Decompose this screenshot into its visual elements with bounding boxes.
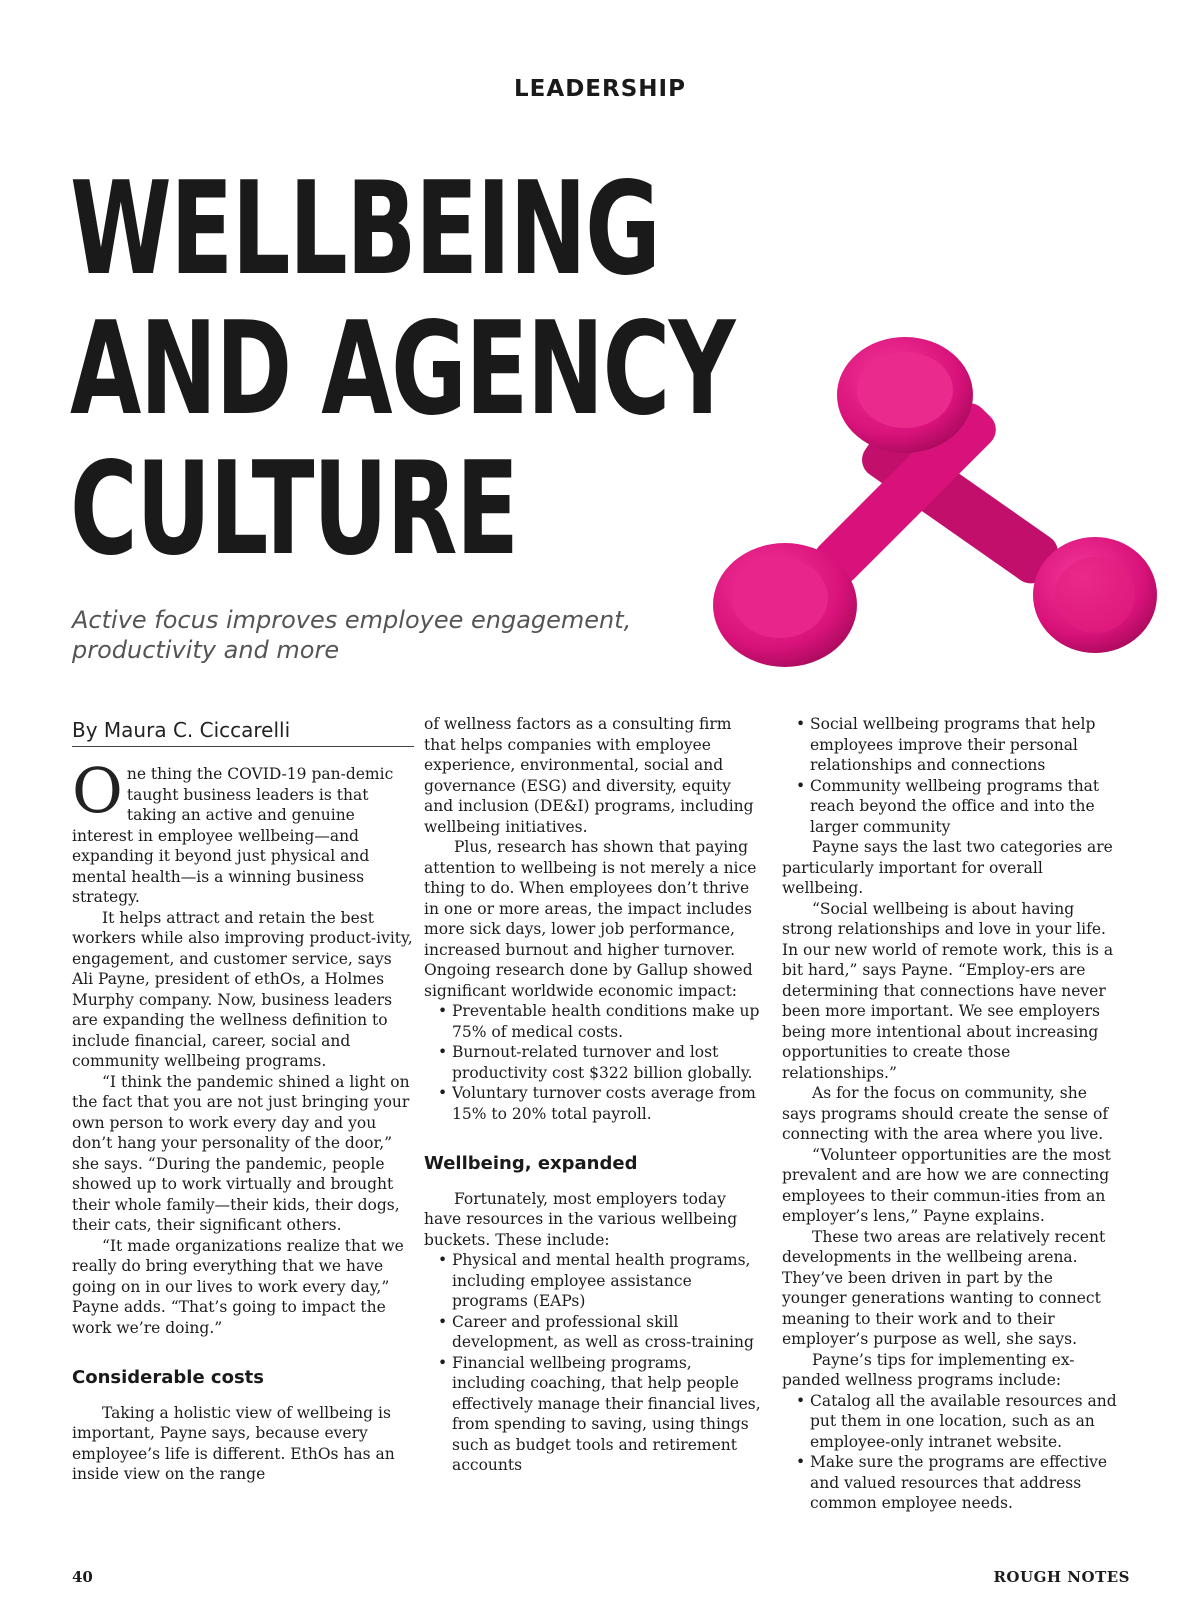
- subhead-line-1: Active focus improves employee engagement,: [72, 606, 632, 634]
- section-label: LEADERSHIP: [514, 76, 686, 102]
- list-item: • Catalog all the available resources and put them in one location, such as an employee-only intranet website.: [810, 1391, 1122, 1453]
- paragraph: Taking a holistic view of wellbeing is important, Payne says, because every employee’s life is different. EthOs has an inside view on the range: [72, 1403, 395, 1483]
- list-item: • Social wellbeing programs that help employees improve their personal relationships and connections: [810, 714, 1122, 776]
- paragraph: “Social wellbeing is about having strong relationships and love in your life. In our new world of remote work, this is a bit hard,” says Payne. “Employ-ers are determining that connections have never been more important. We see employers being more intentional about increasing opportunities to create those relationships.”: [782, 899, 1114, 1082]
- paragraph: Payne’s tips for implementing ex-panded wellness programs include:: [782, 1350, 1075, 1389]
- bullet-list: [424, 1001, 764, 1124]
- paragraph: “Volunteer opportunities are the most prevalent and are how we are connecting employees to their commun-ities from an employer’s lens,” Payne explains.: [782, 1145, 1111, 1225]
- headline-line-3: CULTURE: [70, 435, 518, 584]
- column-3: [782, 714, 1122, 1514]
- paragraph: [72, 754, 414, 908]
- subhead: [72, 605, 692, 665]
- page-number: 40: [72, 1568, 93, 1586]
- paragraph-text: ne thing the COVID-19 pan-demic taught business leaders is that taking an active and genuine interest in employee wellbeing—and expanding it beyond just physical and mental health—is a winning business strategy.: [72, 765, 394, 906]
- paragraph: of wellness factors as a consulting firm that helps companies with employee experience, environmental, social and governance (ESG) and diversity, equity and inclusion (DE&I) programs, including wellbeing initiatives.: [424, 715, 754, 836]
- list-item: • Preventable health conditions make up 75% of medical costs.: [452, 1001, 764, 1042]
- paragraph: Fortunately, most employers today have resources in the various wellbeing buckets. These include:: [424, 1189, 738, 1249]
- section-heading: Considerable costs: [72, 1367, 264, 1388]
- magazine-name: ROUGH NOTES: [993, 1568, 1130, 1586]
- list-item: • Make sure the programs are effective and valued resources that address common employee needs.: [810, 1452, 1122, 1514]
- paragraph: Plus, research has shown that paying attention to wellbeing is not merely a nice thing to do. When employees don’t thrive in one or more areas, the impact includes more sick days, lower job performance, increased burnout and higher turnover. Ongoing research done by Gallup showed significant worldwide economic impact:: [424, 838, 757, 1000]
- list-item: • Physical and mental health programs, including employee assistance programs (EAPs): [452, 1250, 764, 1312]
- back-dumbbell: [855, 422, 1157, 653]
- drop-cap: O: [72, 754, 123, 827]
- headline-line-1: WELLBEING: [70, 155, 660, 304]
- list-item: • Community wellbeing programs that reach beyond the office and into the larger community: [810, 776, 1122, 838]
- byline: By Maura C. Ciccarelli: [72, 718, 414, 747]
- paragraph: “It made organizations realize that we really do bring everything that we have going on in our lives to work every day,” Payne adds. “That’s going to impact the work we’re doing.”: [72, 1236, 404, 1337]
- list-item: • Career and professional skill development, as well as cross-training: [452, 1312, 764, 1353]
- bullet-list: [782, 1391, 1122, 1514]
- paragraph: It helps attract and retain the best workers while also improving product-ivity, engagement, and customer service, says Ali Payne, president of ethOs, a Holmes Murphy company. Now, business leaders are expanding the wellness definition to include financial, career, social and community wellbeing programs.: [72, 908, 413, 1070]
- paragraph: “I think the pandemic shined a light on the fact that you are not just bringing your own person to work every day and you don’t hang your personality of the door,” she says. “During the pandemic, people showed up to work virtually and brought their whole family—their kids, their dogs, their cats, their significant others.: [72, 1072, 410, 1234]
- list-item: • Burnout-related turnover and lost productivity cost $322 billion globally.: [452, 1042, 764, 1083]
- list-item: • Financial wellbeing programs, including coaching, that help people effectively manage their financial lives, from spending to saving, using things such as budget tools and retirement accounts: [452, 1353, 764, 1476]
- subhead-line-2: productivity and more: [72, 636, 340, 664]
- column-1: [72, 754, 414, 1485]
- bullet-list: [424, 1250, 764, 1476]
- headline-line-2: AND AGENCY: [70, 295, 735, 444]
- headline: [70, 155, 735, 584]
- section-heading: Wellbeing, expanded: [424, 1153, 638, 1174]
- paragraph: As for the focus on community, she says programs should create the sense of connecting with the area where you live.: [782, 1084, 1109, 1143]
- bullet-list: [782, 714, 1122, 837]
- paragraph: Payne says the last two categories are particularly important for overall wellbeing.: [782, 838, 1113, 897]
- paragraph: These two areas are relatively recent developments in the wellbeing arena. They’ve been driven in part by the younger generations wanting to connect meaning to their work and to their employer’s purpose as well, she says.: [782, 1227, 1106, 1348]
- list-item: • Voluntary turnover costs average from 15% to 20% total payroll.: [452, 1083, 764, 1124]
- column-2: [424, 714, 764, 1476]
- pink-dumbbells-image: [700, 330, 1170, 690]
